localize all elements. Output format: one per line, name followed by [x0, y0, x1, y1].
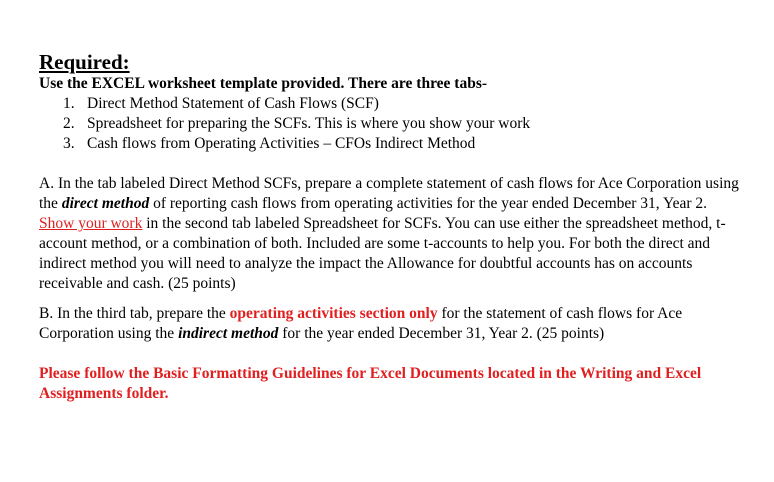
part-b-indirect-method-emphasis: indirect method	[178, 325, 279, 342]
part-a-direct-method-emphasis: direct method	[61, 195, 150, 212]
list-number: 1.	[63, 95, 75, 112]
part-a-lead: A. In the tab labeled Direct Method SCFs, prepare a complete statement of cash flows for Ace Corporation using the	[39, 175, 739, 212]
part-b-mid: for the statement of cash flows for Ace Corporation using the	[39, 305, 683, 342]
spacer	[39, 294, 739, 304]
tabs-list	[39, 94, 739, 154]
list-item-text: Cash flows from Operating Activities – CFOs Indirect Method	[87, 135, 476, 152]
list-number: 2.	[63, 115, 75, 132]
part-b-paragraph	[39, 304, 739, 344]
part-b-rest: for the year ended December 31, Year 2. (25 points)	[278, 325, 605, 342]
required-heading: Required:	[39, 50, 130, 74]
assignment-document	[39, 50, 739, 404]
formatting-notice: Please follow the Basic Formatting Guidelines for Excel Documents located in the Writing and Excel Assignments folder.	[39, 365, 702, 402]
list-number: 3.	[63, 135, 75, 152]
part-a-rest: in the second tab labeled Spreadsheet for SCFs. You can use either the spreadsheet method, t-account method, or a combination of both. Included are some t-accounts to help you. For both the direct and indirect method you will need to analyze the impact the Allowance for doubtful accounts has on accounts receivable and cash. (25 points)	[39, 215, 726, 292]
part-a-paragraph	[39, 174, 739, 294]
part-b-highlight: operating activities section only	[229, 305, 438, 322]
show-your-work-link[interactable]: Show your work	[39, 215, 143, 232]
list-item-text: Spreadsheet for preparing the SCFs. This is where you show your work	[87, 115, 531, 132]
intro-text: Use the EXCEL worksheet template provided. There are three tabs-	[39, 75, 488, 92]
spacer	[39, 154, 739, 174]
part-b-lead: B. In the third tab, prepare the	[39, 305, 230, 322]
part-a-mid: of reporting cash flows from operating activities for the year ended December 31, Year 2.	[149, 195, 708, 212]
spacer	[39, 344, 739, 364]
list-item	[39, 94, 739, 114]
list-item-text: Direct Method Statement of Cash Flows (SCF)	[87, 95, 379, 112]
list-item	[39, 134, 739, 154]
list-item	[39, 114, 739, 134]
